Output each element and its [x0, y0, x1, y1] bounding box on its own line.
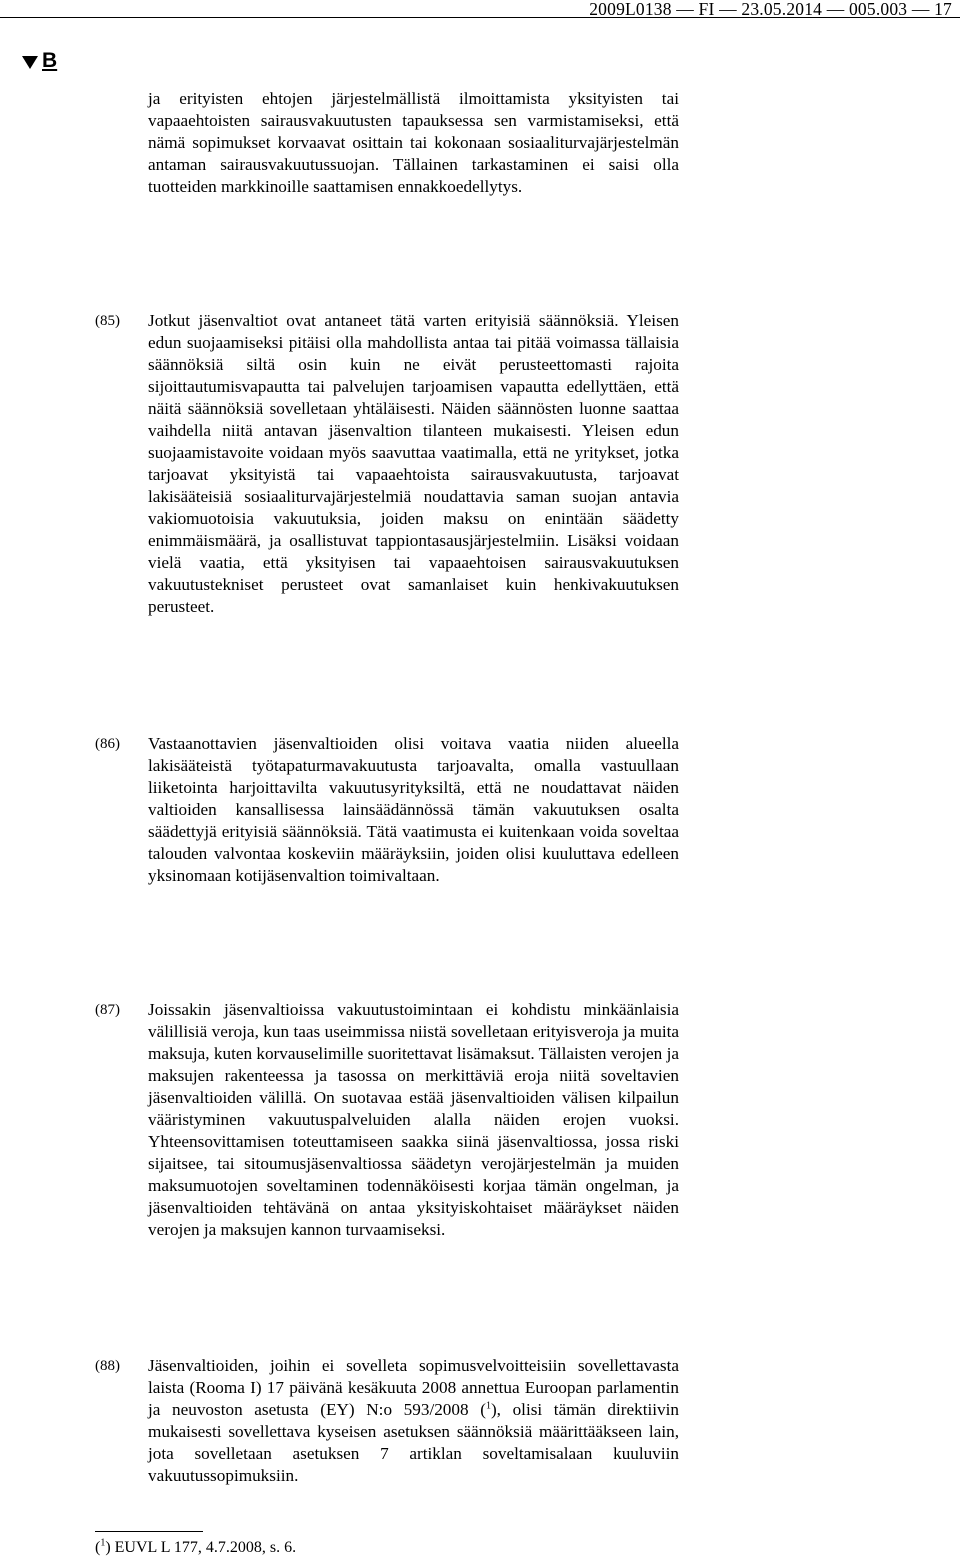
header-rule — [0, 17, 960, 18]
footnote — [95, 1538, 296, 1558]
intro-paragraph: ja erityisten ehtojen järjestelmällistä ilmoittamista yksityisten tai vapaaehtoisten sairausvakuutusten tapauksessa sen varmistamiseksi, että nämä sopimukset korvaavat osittain tai kokonaan sosiaaliturvajärjestelmän antaman sairausvakuutussuojan. Tällainen tarkastaminen ei saisi olla tuotteiden markkinoille saattamisen ennakkoedellytys. — [148, 89, 679, 196]
page-header — [0, 0, 960, 24]
footnote-reference[interactable]: 1 — [485, 1400, 491, 1412]
recital-number-87: (87) — [95, 1002, 120, 1018]
recital-88-text-part2: ), olisi tämän direktiivin mukaisesti sovellettava kyseisen asetuksen säännöksiä määrittääkseen lain, jota sovelletaan asetuksen 7 artiklan soveltamisalaan kuuluviin vakuutussopimuksiin. — [148, 1400, 679, 1485]
footnote-text: EUVL L 177, 4.7.2008, s. 6. — [110, 1539, 297, 1556]
recital-text-86: Vastaanottavien jäsenvaltioiden olisi voitava vaatia niiden alueella lakisääteistä työtapaturmavakuutusta tarjoavalta, omalla vastuullaan liiketointa harjoittavilta vakuutusyrityksiltä, että ne noudattavat näiden valtioiden kansallisessa lainsäädännössä tämän vakuutuksen osalta säädettyjä erityisiä säännöksiä. Tätä vaatimusta ei kuitenkaan voida soveltaa talouden valvontaa koskeviin määräyksiin, joiden olisi kuuluttava edelleen yksinomaan kotijäsenvaltion toimivaltaan. — [148, 734, 679, 885]
recital-text-88 — [148, 1355, 679, 1487]
recital-number-86: (86) — [95, 736, 120, 752]
footnote-open-paren: ( — [95, 1539, 101, 1556]
triangle-down-icon — [22, 56, 38, 69]
footnote-marker: 1 — [100, 1537, 106, 1549]
footnote-separator — [95, 1531, 203, 1532]
document-reference: 2009L0138 — FI — 23.05.2014 — 005.003 — 17 — [589, 0, 952, 19]
recital-number-88: (88) — [95, 1358, 120, 1374]
recital-88-text-part1: Jäsenvaltioiden, joihin ei sovelleta sopimusvelvoitteisiin sovellettavasta laista (Rooma I) 17 päivänä kesäkuuta 2008 annettua Euroopan parlamentin ja neuvoston asetusta (EY) N:o 593/2008 ( — [148, 1356, 679, 1419]
recital-text-87: Joissakin jäsenvaltioissa vakuutustoimintaan ei kohdistu minkäänlaisia välillisiä veroja, kun taas useimmissa niistä sovelletaan erityisveroja ja muita maksuja, kuten korvauselimille suoritettavat lisämaksut. Tällaisten verojen ja maksujen rakenteessa ja tasossa on merkittäviä eroja niitä soveltavien jäsenvaltioiden välillä. On suotavaa estää jäsenvaltioiden välisen kilpailun vääristyminen vakuutuspalveluiden alalla näiden erojen vuoksi. Yhteensovittamisen toteuttamiseen saakka siinä jäsenvaltiossa, jossa riski sijaitsee, tai sitoumusjäsenvaltiossa säädetyn verojärjestelmän ja muiden maksumuotojen soveltaminen todennäköisesti korjaa tämän ongelman, ja jäsenvaltioiden tehtävänä on antaa yksityiskohtaiset määräykset näiden verojen ja maksujen kannon turvaamiseksi. — [148, 1000, 679, 1239]
amendment-marker — [22, 49, 57, 73]
footnote-close-paren: ) — [105, 1539, 111, 1556]
recital-text-85: Jotkut jäsenvaltiot ovat antaneet tätä varten erityisiä säännöksiä. Yleisen edun suojaamiseksi pitäisi olla mahdollista antaa tai pitää voimassa tällaisia säännöksiä siltä osin kuin ne eivät perusteettomasti rajoita sijoittautumisvapautta tai palvelujen tarjoamisen vapautta edellyttäen, että näitä säännöksiä sovelletaan yhtäläisesti. Näiden säännösten luonne saattaa vaihdella niitä antavan jäsenvaltion tilanteen mukaisesti. Yleisen edun suojaamistavoite voidaan myös saavuttaa vaatimalla, että ne yritykset, jotka tarjoavat yksityistä tai vapaaehtoista sairausvakuutusta, tarjoavat lakisääteisiä sosiaaliturvajärjestelmiä noudattavia saman suojan antavia vakiomuotoisia vakuutuksia, joiden maksu on enintään säädetty enimmäismäärä, ja osallistuvat tappiontasausjärjestelmiin. Lisäksi voidaan vielä vaatia, että yksityisen tai vapaaehtoisen sairausvakuutuksen vakuutustekniset perusteet ovat samanlaiset kuin henkivakuutuksen perusteet. — [148, 311, 679, 616]
recital-number-85: (85) — [95, 313, 120, 329]
amendment-marker-label: B — [42, 49, 58, 72]
